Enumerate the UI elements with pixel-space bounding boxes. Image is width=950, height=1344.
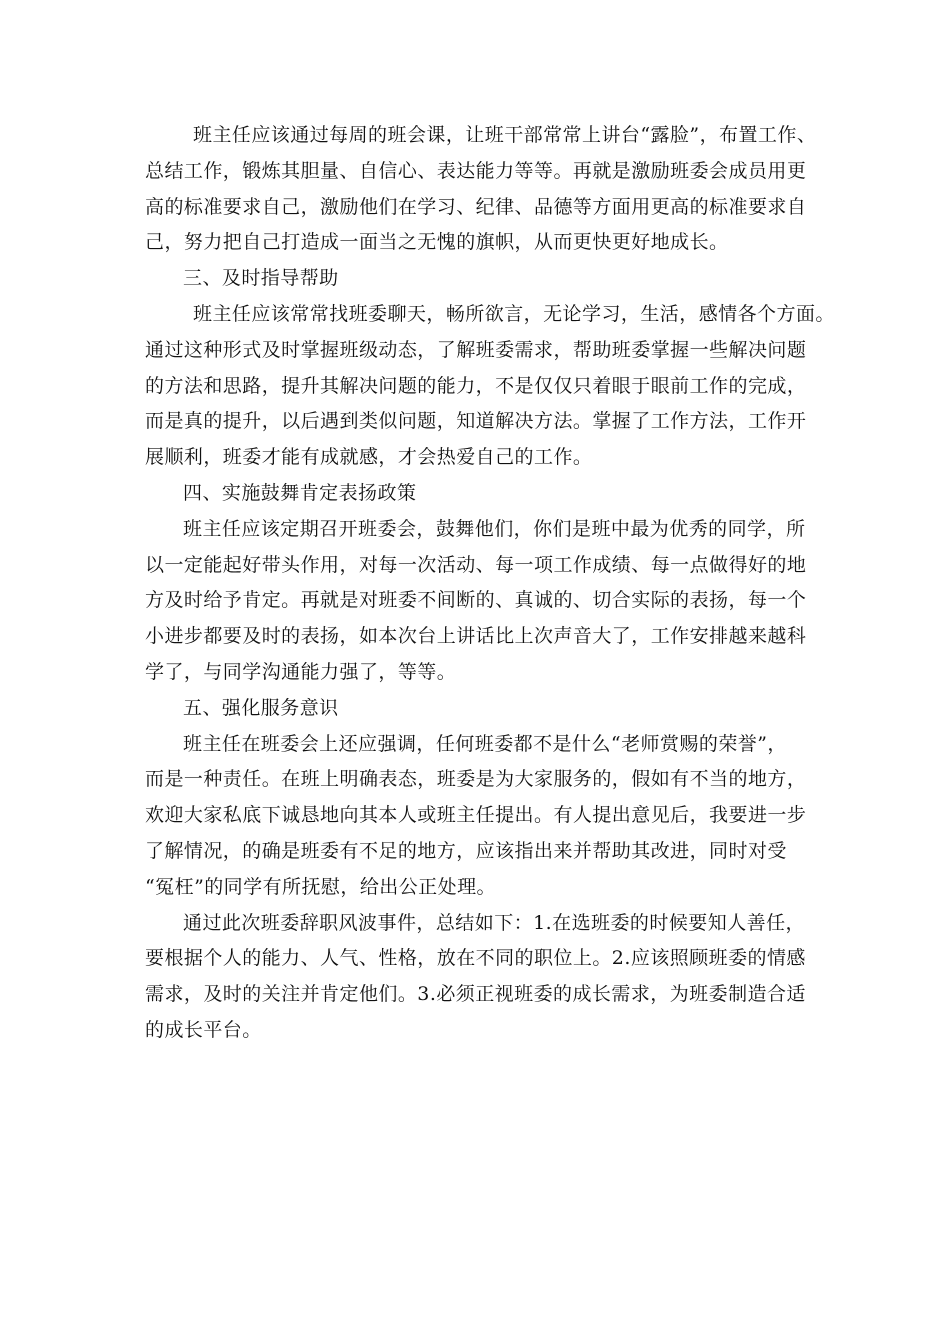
text-line: 通过这种形式及时掌握班级动态，了解班委需求，帮助班委掌握一些解决问题 xyxy=(145,338,807,361)
text-line: 需求，及时的关注并肯定他们。3.必须正视班委的成长需求，为班委制造合适 xyxy=(145,983,806,1006)
section-heading-guidance: 三、及时指导帮助 xyxy=(183,267,339,290)
paragraph-praise xyxy=(145,512,810,691)
text-line: 学了，与同学沟通能力强了，等等。 xyxy=(145,660,457,683)
text-line: 的方法和思路，提升其解决问题的能力，不是仅仅只着眼于眼前工作的完成， xyxy=(145,374,807,397)
text-line: 小进步都要及时的表扬，如本次台上讲话比上次声音大了，工作安排越来越科 xyxy=(145,625,807,648)
text-line: 了解情况，的确是班委有不足的地方，应该指出来并帮助其改进，同时对受 xyxy=(145,839,787,862)
text-line: 以一定能起好带头作用，对每一次活动、每一项工作成绩、每一点做得好的地 xyxy=(145,553,807,576)
document-page xyxy=(145,118,835,1049)
text-line: 总结工作，锻炼其胆量、自信心、表达能力等等。再就是激励班委会成员用更 xyxy=(145,159,807,182)
text-line: 班主任应该定期召开班委会，鼓舞他们，你们是班中最为优秀的同学，所 xyxy=(183,517,806,540)
paragraph-class-meeting xyxy=(145,118,817,261)
text-line: 班主任应该通过每周的班会课，让班干部常常上讲台“露脸”，布置工作、 xyxy=(193,124,817,146)
text-line: 的成长平台。 xyxy=(145,1018,262,1041)
text-line: 展顺利，班委才能有成就感，才会热爱自己的工作。 xyxy=(145,446,593,469)
text-line: 班主任应该常常找班委聊天，畅所欲言，无论学习，生活，感情各个方面。 xyxy=(193,302,835,325)
text-line: 而是一种责任。在班上明确表态，班委是为大家服务的，假如有不当的地方， xyxy=(145,768,807,791)
text-line: 高的标准要求自己，激励他们在学习、纪律、品德等方面用更高的标准要求自 xyxy=(145,195,807,218)
text-line: 方及时给予肯定。再就是对班委不间断的、真诚的、切合实际的表扬，每一个 xyxy=(145,589,807,612)
paragraph-guidance xyxy=(145,297,835,476)
paragraph-summary xyxy=(145,906,810,1049)
text-line: 要根据个人的能力、人气、性格，放在不同的职位上。2.应该照顾班委的情感 xyxy=(145,947,806,970)
text-line: 而是真的提升，以后遇到类似问题，知道解决方法。掌握了工作方法，工作开 xyxy=(145,410,807,433)
text-line: 己，努力把自己打造成一面当之无愧的旗帜，从而更快更好地成长。 xyxy=(145,231,729,254)
paragraph-service xyxy=(145,727,810,906)
text-line: “冤枉”的同学有所抚慰，给出公正处理。 xyxy=(145,875,496,898)
section-heading-service: 五、强化服务意识 xyxy=(183,696,339,719)
text-line: 欢迎大家私底下诚恳地向其本人或班主任提出。有人提出意见后，我要进一步 xyxy=(145,804,807,827)
text-line: 班主任在班委会上还应强调，任何班委都不是什么“老师赏赐的荣誉”， xyxy=(183,732,787,755)
text-line: 通过此次班委辞职风波事件，总结如下：1.在选班委的时候要知人善任， xyxy=(183,911,805,934)
section-heading-praise: 四、实施鼓舞肯定表扬政策 xyxy=(183,481,417,504)
